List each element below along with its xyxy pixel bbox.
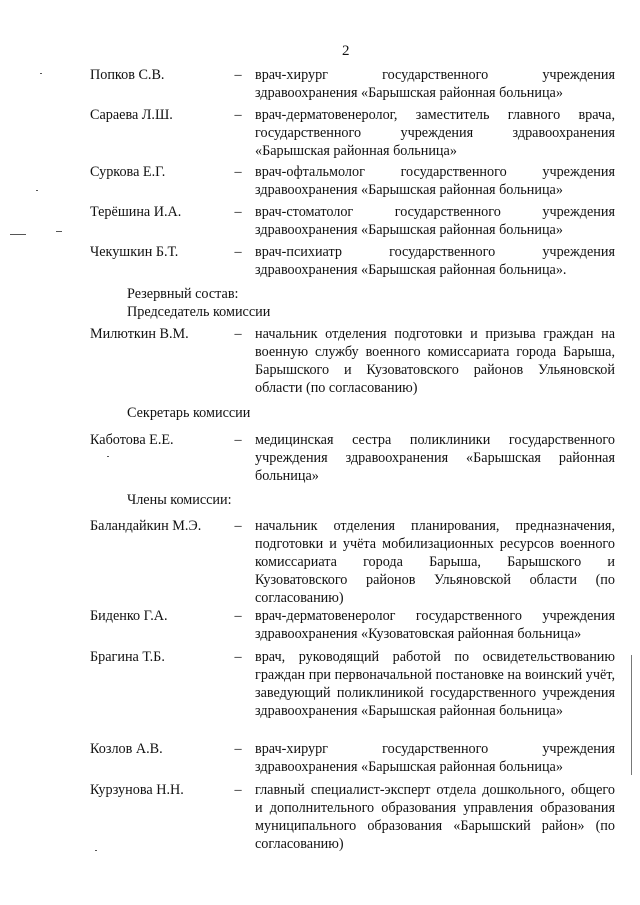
chair-name: Милюткин В.М. (90, 326, 189, 342)
page-number: 2 (342, 43, 350, 59)
reserve-heading: Резервный состав: (127, 286, 239, 302)
members-heading: Члены комиссии: (127, 492, 232, 508)
member-name: Терёшина И.А. (90, 204, 182, 220)
member-name: Курзунова Н.Н. (90, 782, 184, 798)
member-role: врач-дерматовенеролог, заместитель главного врача, государственного учреждения здравоохранения «Барышская районная больница» (255, 107, 615, 159)
chair-heading: Председатель комиссии (127, 304, 271, 320)
dash-separator: – (234, 432, 242, 448)
dash-separator: – (234, 649, 242, 665)
secretary-heading: Секретарь комиссии (127, 405, 251, 421)
scan-speck (95, 850, 97, 851)
member-name: Чекушкин Б.Т. (90, 244, 179, 260)
member-role: врач-офтальмолог государственного учреждения здравоохранения «Барышская районная больница» (255, 164, 615, 198)
member-name: Баландайкин М.Э. (90, 518, 202, 534)
scan-speck (56, 231, 62, 232)
dash-separator: – (234, 164, 242, 180)
scan-speck (40, 73, 42, 74)
member-name: Козлов А.В. (90, 741, 163, 757)
dash-separator: – (234, 782, 242, 798)
member-role: главный специалист-эксперт отдела дошкольного, общего и дополнительного образования управления образования муниципального образования «Барышский район» (по согласованию) (255, 782, 615, 852)
dash-separator: – (234, 326, 242, 342)
member-name: Биденко Г.А. (90, 608, 168, 624)
scan-speck (10, 234, 26, 235)
member-role: врач-стоматолог государственного учреждения здравоохранения «Барышская районная больница» (255, 204, 615, 238)
secretary-role: медицинская сестра поликлиники государственного учреждения здравоохранения «Барышская районная больница» (255, 432, 615, 484)
member-role: врач-хирург государственного учреждения здравоохранения «Барышская районная больница» (255, 741, 615, 775)
scan-speck (36, 190, 38, 191)
dash-separator: – (234, 518, 242, 534)
member-name: Брагина Т.Б. (90, 649, 165, 665)
member-role: врач-хирург государственного учреждения здравоохранения «Барышская районная больница» (255, 67, 615, 101)
dash-separator: – (234, 67, 242, 83)
member-role: начальник отделения планирования, предназначения, подготовки и учёта мобилизационных ресурсов военного комиссариата города Барыша, Барышского и Кузоватовского районов Ульяновской области (по согласованию) (255, 518, 615, 606)
dash-separator: – (234, 107, 242, 123)
dash-separator: – (234, 244, 242, 260)
member-role: врач-психиатр государственного учреждения здравоохранения «Барышская районная больница». (255, 244, 615, 278)
dash-separator: – (234, 204, 242, 220)
member-role: врач-дерматовенеролог государственного учреждения здравоохранения «Кузоватовская районная больница» (255, 608, 615, 642)
dash-separator: – (234, 741, 242, 757)
member-name: Суркова Е.Г. (90, 164, 166, 180)
chair-role: начальник отделения подготовки и призыва граждан на военную службу военного комиссариата города Барыша, Барышского и Кузоватовского районов Ульяновской области (по согласованию) (255, 326, 615, 396)
member-name: Попков С.В. (90, 67, 165, 83)
member-role: врач, руководящий работой по освидетельствованию граждан при первоначальной постановке на воинский учёт, заведующий поликлиникой государственного учреждения здравоохранения «Барышская районная больница» (255, 649, 615, 719)
secretary-name: Каботова Е.Е. (90, 432, 174, 448)
scan-speck (107, 456, 109, 457)
dash-separator: – (234, 608, 242, 624)
scan-edge-line (631, 655, 632, 775)
member-name: Сараева Л.Ш. (90, 107, 173, 123)
